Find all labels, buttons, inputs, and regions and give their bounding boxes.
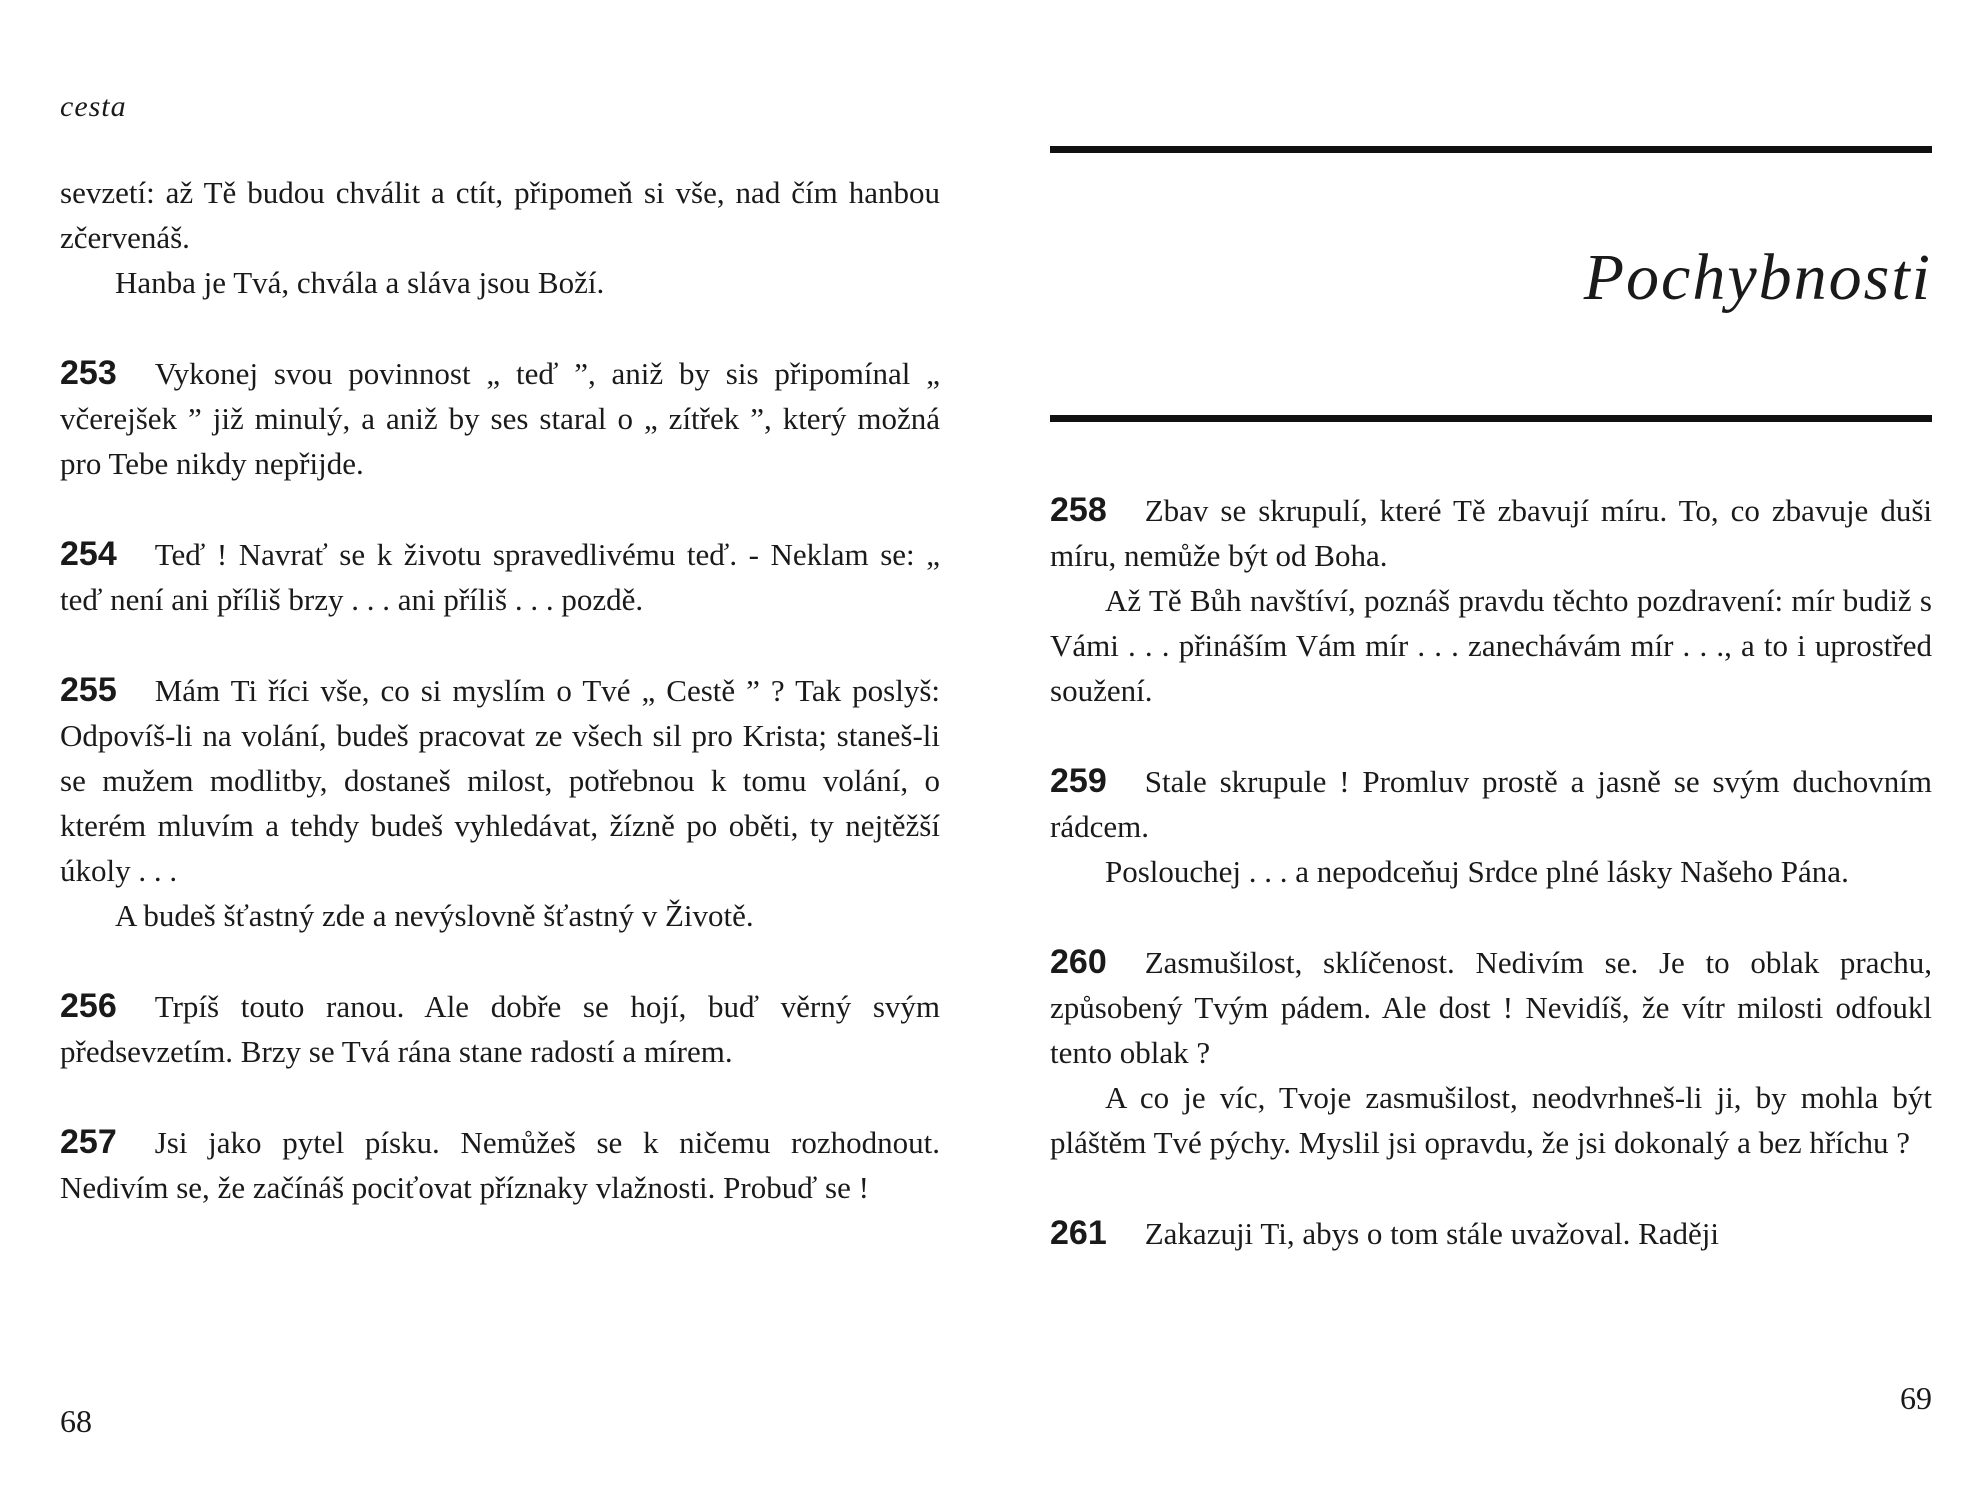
entry-number: 255 <box>60 671 117 709</box>
entry-259 <box>1050 759 1932 894</box>
right-text-flow <box>1050 488 1932 1256</box>
entry-number: 259 <box>1050 762 1107 800</box>
left-text-flow <box>60 170 940 1210</box>
entry-261 <box>1050 1211 1932 1256</box>
chapter-rule-bottom <box>1050 415 1932 422</box>
left-page <box>60 0 940 1500</box>
entry-256 <box>60 984 940 1074</box>
page-number: 68 <box>60 1403 92 1439</box>
entry-number: 256 <box>60 987 117 1025</box>
entry-paragraph: A budeš šťastný zde a nevýslovně šťastný v Životě. <box>115 898 754 933</box>
entry-number: 261 <box>1050 1214 1107 1252</box>
entry-text: Vykonej svou povinnost „ teď ”, aniž by sis připomínal „ včerejšek ” již minulý, a aniž by ses staral o „ zítřek ”, který možná pro Tebe nikdy nepřijde. <box>60 356 940 481</box>
entry-number: 258 <box>1050 491 1107 529</box>
right-page <box>1050 0 1932 1500</box>
entry-text: Trpíš touto ranou. Ale dobře se hojí, buď věrný svým předsevzetím. Brzy se Tvá rána stane radostí a mírem. <box>60 989 940 1069</box>
entry-text: Jsi jako pytel písku. Nemůžeš se k ničemu rozhodnout. Nedivím se, že začínáš pociťovat příznaky vlažnosti. Probuď se ! <box>60 1125 940 1205</box>
page-number: 69 <box>1900 1380 1932 1416</box>
entry-number: 260 <box>1050 943 1107 981</box>
entry-text: Mám Ti říci vše, co si myslím o Tvé „ Cestě ” ? Tak poslyš: Odpovíš-li na volání, budeš pracovat ze všech sil pro Krista; staneš-li se mužem modlitby, dostaneš milost, potřebnou k tomu volání, o kterém mluvím a tehdy budeš vyhledávat, žízně po oběti, ty nejtěžší úkoly . . . <box>60 673 940 888</box>
entry-number: 254 <box>60 535 117 573</box>
entry-paragraph: Až Tě Bůh navštíví, poznáš pravdu těchto pozdravení: mír budiž s Vámi . . . přináším Vám mír . . . zanechávám mír . . ., a to i uprostřed soužení. <box>1050 583 1932 708</box>
entry-255 <box>60 668 940 938</box>
entry-number: 253 <box>60 354 117 392</box>
entry-text: Zakazuji Ti, abys o tom stále uvažoval. Raději <box>1144 1216 1719 1251</box>
entry-paragraph: A co je víc, Tvoje zasmušilost, neodvrhneš-li ji, by mohla být pláštěm Tvé pýchy. Myslil jsi opravdu, že jsi dokonalý a bez hříchu ? <box>1050 1080 1932 1160</box>
entry-254 <box>60 532 940 622</box>
entry-paragraph: Poslouchej . . . a nepodceňuj Srdce plné lásky Našeho Pána. <box>1105 854 1849 889</box>
chapter-title: Pochybnosti <box>1583 241 1932 314</box>
chapter-rule-top <box>1050 146 1932 153</box>
entry-number: 257 <box>60 1123 117 1161</box>
entry-text: Zasmušilost, sklíčenost. Nedivím se. Je to oblak prachu, způsobený Tvým pádem. Ale dost ! Nevidíš, že vítr milosti odfoukl tento oblak ? <box>1050 945 1932 1070</box>
entry-253 <box>60 351 940 486</box>
continuation-paragraph: sevzetí: až Tě budou chválit a ctít, připomeň si vše, nad čím hanbou zčervenáš. <box>60 175 940 255</box>
entry-text: Zbav se skrupulí, které Tě zbavují míru. To, co zbavuje duši míru, nemůže být od Boha. <box>1050 493 1932 573</box>
entry-257 <box>60 1120 940 1210</box>
running-head: cesta <box>60 90 127 123</box>
entry-text: Teď ! Navrať se k životu spravedlivému teď. - Neklam se: „ teď není ani příliš brzy . . . ani příliš . . . pozdě. <box>60 537 940 617</box>
entry-260 <box>1050 940 1932 1165</box>
entry-text: Stale skrupule ! Promluv prostě a jasně se svým duchovním rádcem. <box>1050 764 1932 844</box>
continuation-paragraph: Hanba je Tvá, chvála a sláva jsou Boží. <box>115 265 605 300</box>
entry-258 <box>1050 488 1932 713</box>
